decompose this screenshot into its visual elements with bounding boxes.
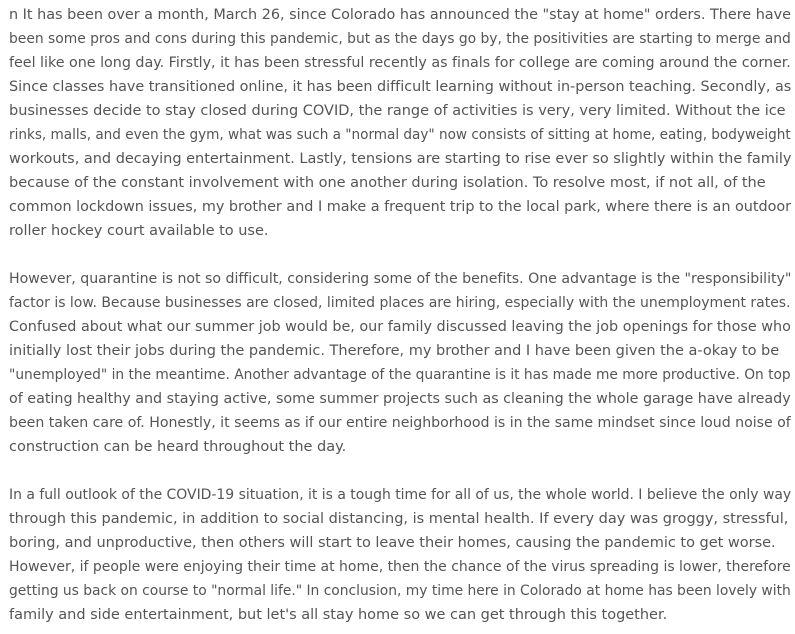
text-line: rinks, malls, and even the gym, what was such a "normal day" now consists of sitting at home, eating, bodyweight — [9, 126, 791, 143]
text-line: However, quarantine is not so difficult, considering some of the benefits. One advantage is the "responsibility" — [9, 270, 792, 287]
text-line: because of the constant involvement with one another during isolation. To resolve most, if not all, of the — [9, 174, 766, 191]
text-line: However, if people were enjoying their time at home, then the chance of the virus spreading is lower, therefore — [9, 558, 791, 575]
text-line: feel like one long day. Firstly, it has been stressful recently as finals for college are coming around the corner. — [9, 54, 791, 71]
text-line: businesses decide to stay closed during COVID, the range of activities is very, very limited. Without the ice — [9, 102, 786, 119]
text-line: initially lost their jobs during the pandemic. Therefore, my brother and I have been given the a-okay to be — [9, 342, 780, 359]
text-line: roller hockey court available to use. — [9, 222, 269, 239]
text-line: common lockdown issues, my brother and I make a frequent trip to the local park, where there is an outdoor — [9, 198, 792, 215]
text-line: "unemployed" in the meantime. Another advantage of the quarantine is it has made me more productive. On top — [9, 366, 791, 383]
text-line: Since classes have transitioned online, it has been difficult learning without in-person teaching. Secondly, as — [9, 78, 792, 95]
text-line: n It has been over a month, March 26, since Colorado has announced the "stay at home" orders. There have — [9, 6, 791, 23]
text-line: factor is low. Because businesses are closed, limited places are hiring, especially with the unemployment rates. — [9, 294, 791, 311]
text-line: In a full outlook of the COVID-19 situation, it is a tough time for all of us, the whole world. I believe the only way — [9, 486, 792, 503]
text-line: been taken care of. Honestly, it seems as if our entire neighborhood is in the same mindset since loud noise of — [9, 414, 791, 431]
text-line: getting us back on course to "normal life." In conclusion, my time here in Colorado at home has been lovely with — [9, 582, 791, 599]
text-line: of eating healthy and staying active, some summer projects such as cleaning the whole garage have already — [9, 390, 791, 407]
text-line: construction can be heard throughout the day. — [9, 438, 347, 455]
paragraph-1 — [9, 3, 795, 243]
text-line: family and side entertainment, but let's all stay home so we can get through this together. — [9, 606, 668, 623]
paragraph-3 — [9, 483, 795, 627]
text-line: workouts, and decaying entertainment. Lastly, tensions are starting to rise ever so slightly within the family — [9, 150, 792, 167]
text-line: through this pandemic, in addition to social distancing, is mental health. If every day was groggy, stressful, — [9, 510, 789, 527]
text-line: been some pros and cons during this pandemic, but as the days go by, the positivities are starting to merge and — [9, 30, 791, 47]
text-line: boring, and unproductive, then others will start to leave their homes, causing the pandemic to get worse. — [9, 534, 776, 551]
paragraph-2 — [9, 267, 795, 459]
text-line: Confused about what our summer job would be, our family discussed leaving the job openings for those who — [9, 318, 791, 335]
